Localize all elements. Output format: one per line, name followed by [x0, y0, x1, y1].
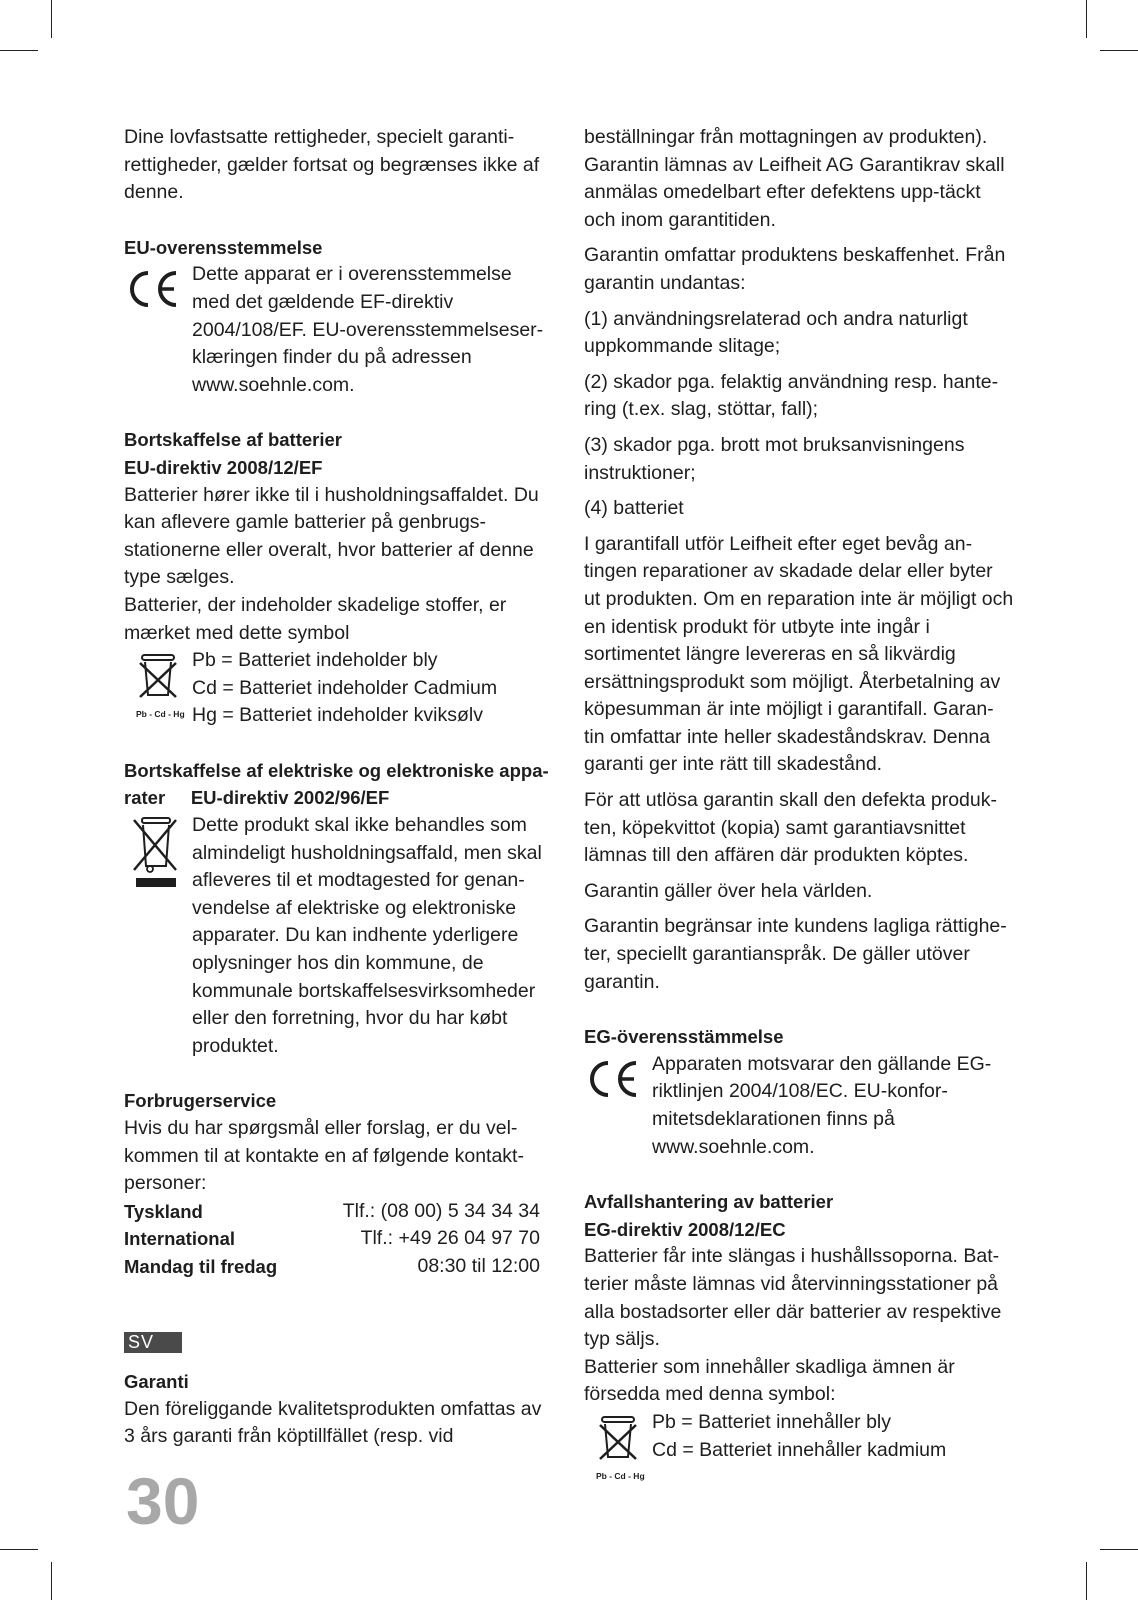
eg-conformity-text: Apparaten motsvarar den gällande EG-riktlinjen 2004/108/EC. EU-konfor-mitetsdeklarationen finns på www.soehnle.com.: [652, 1052, 992, 1158]
crop-mark: [0, 50, 38, 51]
battery-symbol-text: Batterier, der indeholder skadelige stoffer, er mærket med dette symbol: [124, 593, 507, 644]
intro-paragraph: Dine lovfastsatte rettigheder, specielt garanti-rettigheder, gælder fortsat og begrænses ikke af denne.: [124, 126, 540, 204]
exclusion-item: (4) batteriet: [584, 497, 684, 520]
crop-mark: [51, 1562, 52, 1600]
contact-label: Mandag til fredag: [124, 1255, 278, 1277]
contact-value: Tlf.: +49 26 04 97 70: [360, 1227, 540, 1250]
battery-item: Pb = Batteriet innehåller bly: [652, 1410, 892, 1433]
battery-symbol-text: Batterier som innehåller skadliga ämnen är försedda med denna symbol:: [584, 1355, 955, 1406]
battery-item: Pb = Batteriet indeholder bly: [192, 649, 438, 672]
contact-row: [124, 1225, 554, 1253]
crop-mark: [51, 0, 52, 38]
eu-conformity-block: [124, 261, 554, 399]
eg-conformity-block: [584, 1051, 1014, 1161]
contact-label: Tyskland: [124, 1200, 203, 1222]
battery-heading: Avfallshantering av batterier: [584, 1191, 834, 1213]
warranty-paragraph: Garantin begränsar inte kundens lagliga rättighe-ter, speciellt garantianspråk. De gäller utöver garantin.: [584, 915, 1007, 993]
right-column: [584, 124, 1014, 1481]
battery-directive-heading: EG-direktiv 2008/12/EC: [584, 1218, 786, 1240]
language-tag: SV: [124, 1332, 182, 1353]
battery-heading: Bortskaffelse af batterier: [124, 429, 342, 451]
battery-directive-heading: EU-direktiv 2008/12/EF: [124, 456, 323, 478]
battery-item: Hg = Batteriet indeholder kviksølv: [192, 704, 484, 727]
weee-heading: Bortskaffelse af elektriske og elektroniske appa-: [124, 759, 549, 781]
crossed-bin-weee-icon: [130, 814, 180, 892]
exclusion-item: (2) skador pga. felaktig användning resp. hante-ring (t.ex. slag, stöttar, fall);: [584, 370, 999, 421]
eu-conformity-text: Dette apparat er i overensstemmelse med det gældende EF-direktiv 2004/108/EF. EU-overensstemmelseser-klæringen finder du på adressen www.soehnle.com.: [192, 263, 544, 396]
battery-symbol-block: [584, 1409, 1014, 1481]
exclusion-item: (3) skador pga. brott mot bruksanvisningens instruktioner;: [584, 433, 965, 484]
weee-block: [124, 812, 554, 1060]
crossed-bin-battery-icon: [136, 651, 180, 699]
left-column: [124, 124, 554, 1451]
contact-value: Tlf.: (08 00) 5 34 34 34: [342, 1199, 540, 1222]
warranty-paragraph: Garantin omfattar produktens beskaffenhet. Från garantin undantas:: [584, 244, 1006, 294]
warranty-paragraph: Garantin gäller över hela världen.: [584, 879, 873, 902]
contact-value: 08:30 til 12:00: [417, 1254, 540, 1277]
crop-mark: [1100, 1549, 1138, 1550]
exclusion-item: (1) användningsrelaterad och andra naturligt uppkommande slitage;: [584, 307, 968, 358]
battery-item: Cd = Batteriet innehåller kadmium: [652, 1438, 947, 1461]
contact-label: International: [124, 1228, 236, 1250]
crop-mark: [1086, 1562, 1087, 1600]
garanti-text: Den föreliggande kvalitetsprodukten omfattas av 3 års garanti från köptillfället (resp. vid: [124, 1397, 542, 1448]
service-heading: Forbrugerservice: [124, 1090, 277, 1112]
battery-text: Batterier hører ikke til i husholdningsaffaldet. Du kan aflevere gamle batterier på genbrugs-stationerne eller overalt, hvor batterier af denne type sælges.: [124, 483, 539, 589]
weee-directive-heading: rater EU-direktiv 2002/96/EF: [124, 787, 390, 809]
crop-mark: [0, 1549, 38, 1550]
garanti-heading: Garanti: [124, 1371, 189, 1393]
crop-mark: [1100, 50, 1138, 51]
crossed-bin-battery-icon: [596, 1413, 640, 1461]
crop-mark: [1086, 0, 1087, 38]
warranty-paragraph: För att utlösa garantin skall den defekta produk-ten, köpekvittot (kopia) samt garantiavsnittet lämnas till den affären där produkten köptes.: [584, 789, 997, 867]
eg-conformity-heading: EG-överensstämmelse: [584, 1026, 784, 1048]
battery-icon-label: Pb - Cd - Hg: [136, 709, 185, 720]
contact-row: [124, 1198, 554, 1226]
contact-row: [124, 1253, 554, 1281]
ce-mark-icon: [584, 1051, 652, 1161]
battery-text: Batterier får inte slängas i hushållssoporna. Bat-terier måste lämnas vid återvinningsstationer på alla bostadsorter eller där batterier av respektive typ säljs.: [584, 1245, 1002, 1351]
battery-icon-label: Pb - Cd - Hg: [596, 1470, 645, 1481]
weee-text: Dette produkt skal ikke behandles som almindeligt husholdningsaffald, men skal afleveres til et modtagested for genan-vendelse af elektriske og elektroniske apparater. Du kan indhente yderligere oplysninger hos din kommune, de kommunale bortskaffelsesvirksomheder eller den forretning, hvor du har købt produktet.: [192, 814, 542, 1057]
warranty-paragraph: I garantifall utför Leifheit efter eget bevåg an-tingen reparationer av skadade delar eller byter ut produkten. Om en reparation inte är möjligt och en identisk produkt för utbyte inte ingår i sortimentet längre levereras en så likvärdig ersättningsprodukt som möjligt. Återbetalning av köpesumman är inte möjligt i garantifall. Garan-tin omfattar inte heller skadeståndskrav. Denna garanti ger inte rätt till skadestånd.: [584, 532, 1014, 776]
page-number: 30: [126, 1464, 200, 1538]
warranty-paragraph: beställningar från mottagningen av produkten). Garantin lämnas av Leifheit AG Garantikrav skall anmälas omedelbart efter defektens upp-täckt och inom garantitiden.: [584, 126, 1005, 231]
battery-symbol-block: [124, 647, 554, 730]
ce-mark-icon: [124, 261, 192, 399]
service-text: Hvis du har spørgsmål eller forslag, er du vel-kommen til at kontakte en af følgende kontakt-personer:: [124, 1117, 524, 1195]
eu-conformity-heading: EU-overensstemmelse: [124, 236, 323, 258]
battery-item: Cd = Batteriet indeholder Cadmium: [192, 676, 498, 699]
